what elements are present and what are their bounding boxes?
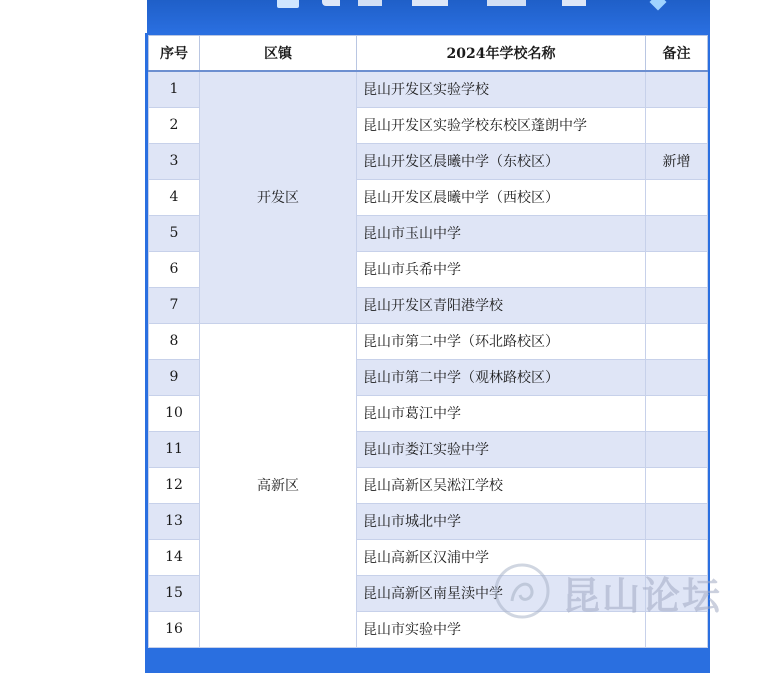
school-name: 昆山开发区晨曦中学（西校区） — [357, 179, 646, 215]
row-note — [646, 71, 708, 107]
header-index: 序号 — [149, 36, 200, 72]
school-name: 昆山开发区青阳港学校 — [357, 287, 646, 323]
row-note — [646, 287, 708, 323]
header-district: 区镇 — [200, 36, 357, 72]
school-name: 昆山高新区南星渎中学 — [357, 575, 646, 611]
district-cell: 高新区 — [200, 323, 357, 647]
district-cell: 开发区 — [200, 71, 357, 323]
row-index: 1 — [149, 71, 200, 107]
school-name: 昆山市兵希中学 — [357, 251, 646, 287]
row-note — [646, 251, 708, 287]
row-index: 8 — [149, 323, 200, 359]
school-name: 昆山市葛江中学 — [357, 395, 646, 431]
school-name: 昆山市城北中学 — [357, 503, 646, 539]
row-note — [646, 575, 708, 611]
row-index: 16 — [149, 611, 200, 647]
school-name: 昆山市娄江实验中学 — [357, 431, 646, 467]
row-note — [646, 215, 708, 251]
row-index: 3 — [149, 143, 200, 179]
title-banner — [147, 0, 710, 33]
row-note — [646, 431, 708, 467]
banner-title-fragment — [322, 0, 622, 6]
row-index: 14 — [149, 539, 200, 575]
watermark-text: 昆山论坛 — [562, 574, 723, 618]
row-note — [646, 503, 708, 539]
school-name: 昆山高新区汉浦中学 — [357, 539, 646, 575]
header-school: 2024年学校名称 — [357, 36, 646, 72]
school-name: 昆山市第二中学（环北路校区） — [357, 323, 646, 359]
row-index: 2 — [149, 107, 200, 143]
row-index: 6 — [149, 251, 200, 287]
row-note — [646, 179, 708, 215]
row-note — [646, 323, 708, 359]
row-note — [646, 611, 708, 647]
school-table — [148, 35, 708, 648]
row-index: 4 — [149, 179, 200, 215]
row-index: 12 — [149, 467, 200, 503]
school-name: 昆山开发区实验学校东校区蓬朗中学 — [357, 107, 646, 143]
banner-decoration — [277, 0, 299, 8]
row-note — [646, 359, 708, 395]
school-name: 昆山开发区实验学校 — [357, 71, 646, 107]
table-header-row — [149, 36, 708, 72]
row-note — [646, 467, 708, 503]
school-name: 昆山市实验中学 — [357, 611, 646, 647]
row-index: 15 — [149, 575, 200, 611]
row-note — [646, 395, 708, 431]
row-note: 新增 — [646, 143, 708, 179]
row-index: 13 — [149, 503, 200, 539]
table-row — [149, 71, 708, 107]
row-note — [646, 539, 708, 575]
table-row — [149, 323, 708, 359]
school-name: 昆山市玉山中学 — [357, 215, 646, 251]
school-name: 昆山市第二中学（观林路校区） — [357, 359, 646, 395]
school-name: 昆山开发区晨曦中学（东校区） — [357, 143, 646, 179]
banner-diamond-icon — [650, 0, 667, 10]
header-note: 备注 — [646, 36, 708, 72]
row-index: 7 — [149, 287, 200, 323]
row-index: 9 — [149, 359, 200, 395]
school-name: 昆山高新区吴淞江学校 — [357, 467, 646, 503]
row-note — [646, 107, 708, 143]
row-index: 10 — [149, 395, 200, 431]
row-index: 11 — [149, 431, 200, 467]
row-index: 5 — [149, 215, 200, 251]
